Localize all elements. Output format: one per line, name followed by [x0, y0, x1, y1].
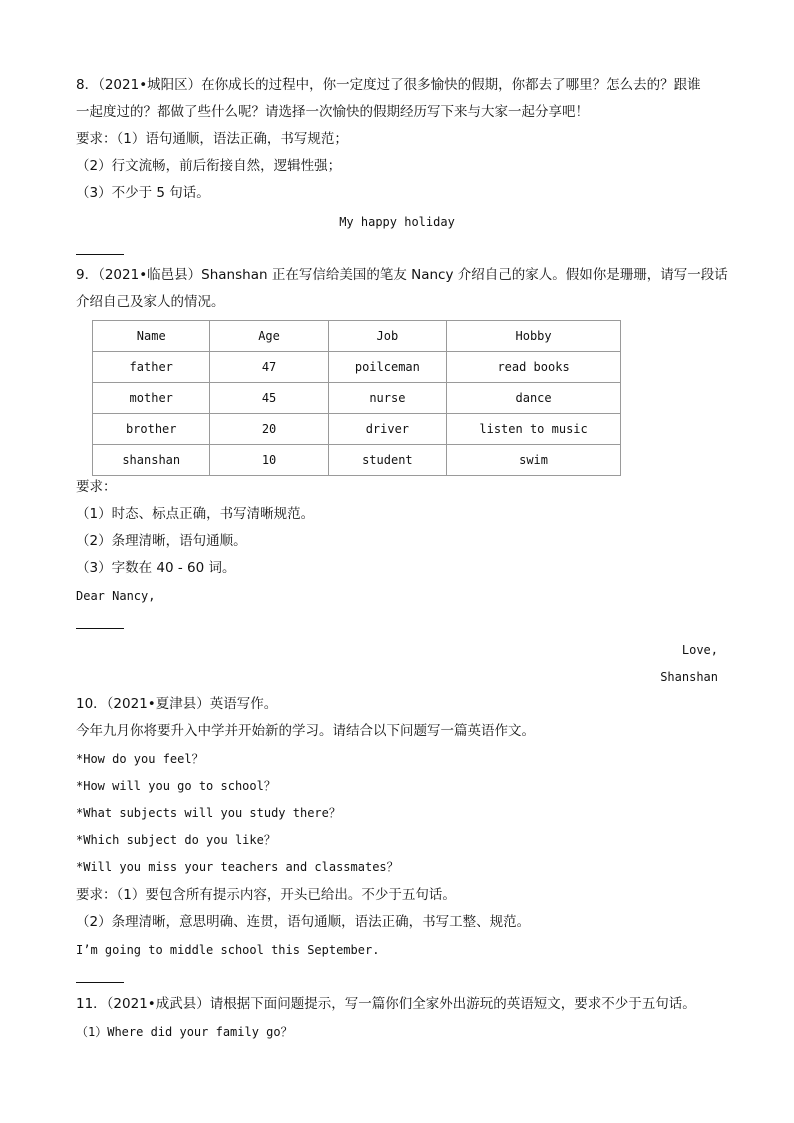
q8-answer-blank — [76, 254, 124, 255]
table-row — [93, 352, 621, 383]
table-cell: father — [93, 352, 210, 383]
q8-requirement-3: （3）不少于 5 句话。 — [76, 185, 210, 201]
table-header-cell: Age — [210, 321, 328, 352]
q10-prompt: *Will you miss your teachers and classmates？ — [76, 860, 399, 874]
q8-line-2: 一起度过的？都做了些什么呢？请选择一次愉快的假期经历写下来与大家一起分享吧！ — [76, 104, 589, 120]
table-cell: brother — [93, 414, 210, 445]
q11-line-1: 11．（2021•成武县）请根据下面问题提示，写一篇你们全家外出游玩的英语短文，要求不少于五句话。 — [76, 996, 696, 1012]
table-cell: 10 — [210, 445, 328, 476]
table-cell: 45 — [210, 383, 328, 414]
table-header-row — [93, 321, 621, 352]
table-cell: 47 — [210, 352, 328, 383]
letter-closing: Love, — [681, 643, 718, 657]
q9-requirement-1: （1）时态、标点正确，书写清晰规范。 — [76, 506, 315, 522]
q10-requirement-1: 要求：（1）要包含所有提示内容，开头已给出。不少于五句话。 — [76, 887, 456, 903]
table-row — [93, 414, 621, 445]
table-cell: swim — [447, 445, 621, 476]
q9-requirement-2: （2）条理清晰，语句通顺。 — [76, 533, 247, 549]
table-header-cell: Name — [93, 321, 210, 352]
table-header-cell: Hobby — [447, 321, 621, 352]
q9-line-1: 9．（2021•临邑县）Shanshan 正在写信给美国的笔友 Nancy 介绍自己的家人。假如你是珊珊，请写一段话 — [76, 267, 728, 283]
q10-prompt: *How will you go to school？ — [76, 779, 276, 793]
letter-signature: Shanshan — [660, 670, 718, 684]
table-cell: 20 — [210, 414, 328, 445]
q8-requirement-2: （2）行文流畅，前后衔接自然，逻辑性强； — [76, 158, 342, 174]
table-cell: dance — [447, 383, 621, 414]
table-row — [93, 445, 621, 476]
family-info-table — [92, 320, 621, 476]
table-cell: shanshan — [93, 445, 210, 476]
table-row — [93, 383, 621, 414]
table-cell: read books — [447, 352, 621, 383]
table-cell: mother — [93, 383, 210, 414]
q10-answer-blank — [76, 982, 124, 983]
q10-line-2: 今年九月你将要升入中学并开始新的学习。请结合以下问题写一篇英语作文。 — [76, 723, 535, 739]
q9-requirement-title: 要求： — [76, 479, 117, 495]
letter-greeting: Dear Nancy, — [76, 589, 156, 603]
q10-requirement-2: （2）条理清晰，意思明确、连贯，语句通顺，语法正确，书写工整、规范。 — [76, 914, 531, 930]
q8-essay-title: My happy holiday — [339, 215, 455, 229]
q9-requirement-3: （3）字数在 40 - 60 词。 — [76, 560, 236, 576]
q10-line-1: 10．（2021•夏津县）英语写作。 — [76, 696, 278, 712]
q10-opening-sentence: I’m going to middle school this September. — [76, 943, 380, 957]
table-cell: driver — [328, 414, 447, 445]
q8-line-1: 8．（2021•城阳区）在你成长的过程中，你一定度过了很多愉快的假期，你都去了哪里？怎么去的？跟谁 — [76, 77, 701, 93]
table-cell: poilceman — [328, 352, 447, 383]
table-cell: nurse — [328, 383, 447, 414]
q10-prompt: *Which subject do you like？ — [76, 833, 276, 847]
table-header-cell: Job — [328, 321, 447, 352]
q8-requirement-1: 要求：（1）语句通顺，语法正确，书写规范； — [76, 131, 348, 147]
q9-answer-blank — [76, 628, 124, 629]
q9-line-2: 介绍自己及家人的情况。 — [76, 294, 225, 310]
table-cell: student — [328, 445, 447, 476]
q10-prompt: *What subjects will you study there？ — [76, 806, 341, 820]
q10-prompt: *How do you feel？ — [76, 752, 204, 766]
q11-prompt-1: （1）Where did your family go？ — [76, 1025, 293, 1039]
table-cell: listen to music — [447, 414, 621, 445]
